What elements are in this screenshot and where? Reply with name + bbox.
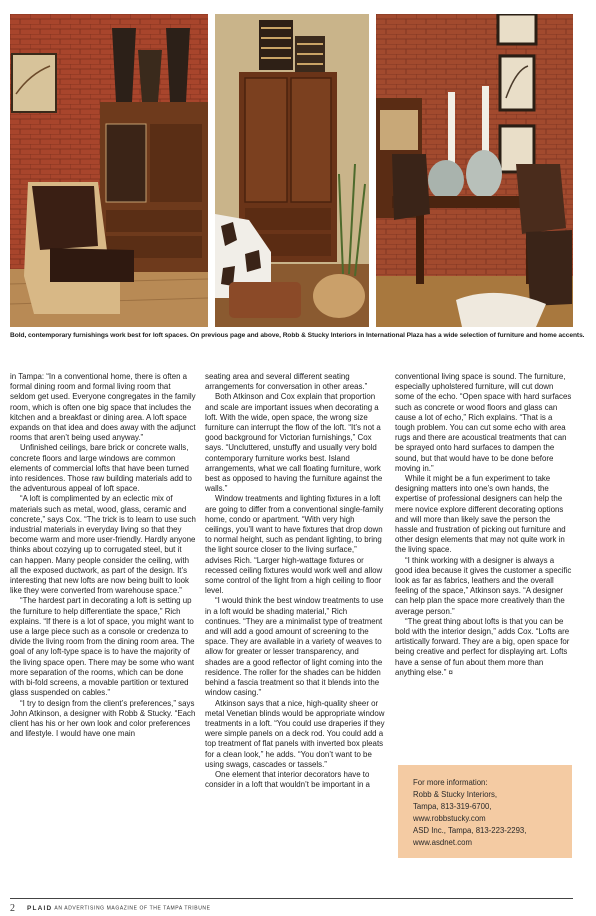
article-paragraph: Both Atkinson and Cox explain that proportion and scale are important issues when decorating a loft. With the wide, open space, the wrong size furniture can interrupt the flow of the loft. “It’s not a good background for Victorian furnishings,” Cox says. “Uncluttered, unstuffy and usually very bold contemporary furniture works best. Island arrangements, what we call floating furniture, work best as opposed to having the furniture against the walls.”: [205, 392, 383, 494]
photo-armoire-cowhide-chair: [215, 14, 369, 327]
info-heading: For more information:: [413, 778, 488, 787]
magazine-tagline: AN ADVERTISING MAGAZINE OF THE TAMPA TRIBUNE: [54, 905, 211, 912]
article-paragraph: Atkinson says that a nice, high-quality sheer or metal Venetian blinds would be appropriate window treatments in a loft. “You could use draperies if they were simple panels on a deck rod. You could add a top treatment of flat panels with inverted box pleats for a clean look,” he adds. “You don’t want to be using swags, cascades or tassels.”: [205, 698, 385, 769]
article-paragraph: conventional living space is sound. The furniture, especially upholstered furniture, will cut down some of the echo. “Open space with hard surfaces such as concrete or wood floors and glass can cause a lot of echo,” Rich explains. “That is a tough problem. You can cut some echo with area rugs and there are acoustical treatments that can be sprayed onto hard surfaces to dampen the sound, but that would have to be done before moving in.”: [395, 372, 572, 473]
article-column-2: [205, 372, 385, 790]
photo-caption: Bold, contemporary furnishings work best for loft spaces. On previous page and above, Robb & Stucky Interiors in International Plaza has a wide selection of furniture and home accents.: [10, 332, 585, 339]
article-column-3: [395, 372, 573, 678]
article-paragraph: “A loft is complimented by an eclectic mix of materials such as metal, wood, glass, ceramic and concrete,” says Cox. “The trick is to learn to use such industrial materials in everyday living so that they become warm and more user-friendly. Hardly anyone thinks about cozying up to corrugated steel, but it can happen. Many people consider the ceiling, with all the exposed ductwork, as part of the design. It’s interesting that new lofts are now being built to look like they were converted from warehouse space.”: [10, 494, 196, 596]
article-paragraph: “The great thing about lofts is that you can be bold with the interior design,” adds Cox. “Lofts are artistically forward. They are a big, open space for being creative and perfect for displaying art. Lofts have a sense of fun about them more than anything else.” ¤: [395, 616, 570, 677]
article-paragraph: “The hardest part in decorating a loft is setting up the furniture to help differentiate the space,” Rich explains. “If there is a lot of space, you might want to use a large piece such as a console or credenza to divide the living room from the dining room area. The goal of any loft-type space is to have the majority of the living space open. There may be some who want more separation of the rooms, which can be done with bi-fold screens, a movable partition or textured glass suspended on cables.”: [10, 596, 195, 698]
article-paragraph: “I think working with a designer is always a good idea because it gives the customer a specific look as far as fabrics, leathers and the overall feeling of the space,” Atkinson says. “A designer can help plan the space more creatively than the average person.”: [395, 555, 572, 616]
article-paragraph: Window treatments and lighting fixtures in a loft are going to differ from a conventional single-family home, condo or apartment. “With very high ceilings, you’ll want to have fixtures that drop down to normal height, such as pendant lighting, to bring the light source closer to the living surface,” advises Rich. “Larger high-wattage fixtures or recessed ceiling fixtures would work well and allow some control of the light from a high ceiling to floor level.: [205, 494, 384, 596]
article-paragraph: Unfinished ceilings, bare brick or concrete walls, concrete floors and large windows are common elements of commercial lofts that have been turned into residences. Those raw building materials add to the adventurous appeal of loft space.: [10, 443, 192, 494]
info-company-name: Robb & Stucky Interiors,: [413, 790, 498, 799]
info-website-link[interactable]: www.asdnet.com: [413, 838, 472, 847]
page-footer: [10, 903, 211, 914]
info-company-phone: ASD Inc., Tampa, 813-223-2293,: [413, 826, 527, 835]
article-paragraph: in Tampa: “In a conventional home, there is often a formal dining room and formal living room that seldom get used. Everyone congregates in the family room, which is often one big space that includes the kitchen and a breakfast or dining area. A loft space expands on that idea and does away with the adjunct rooms that aren’t being used anyway.”: [10, 372, 196, 443]
info-website-link[interactable]: www.robbstucky.com: [413, 814, 486, 823]
article-paragraph: “I would think the best window treatments to use in a loft would be shading material,” Rich continues. “They are a minimalist type of treatment and will add a good amount of screening to the space. They are available in a variety of weaves to allow for greater or lesser transparency, and shades are a good reflector of light coming into the residence. The roller for the shades can be hidden behind a fascia treatment so that it blends into the window casing.”: [205, 596, 384, 698]
article-column-1: [10, 372, 196, 739]
info-phone: Tampa, 813-319-6700,: [413, 802, 492, 811]
article-paragraph: “I try to design from the client’s preferences,” says John Atkinson, a designer with Robb & Stucky. “Each client has his or her own look and color preferences and lifestyle. I would have one main: [10, 698, 196, 739]
article-paragraph: While it might be a fun experiment to take designing matters into one’s own hands, the expertise of professional designers can help the mere novice explore different decorating options and will more than likely save the person the hassle and frustration of picking out furniture and other design elements that may not quite work in the living space.: [395, 474, 566, 555]
more-information-box: [398, 765, 572, 858]
magazine-name: PLAID: [26, 905, 53, 912]
page-number: 2: [10, 903, 15, 914]
photo-dining-set: [376, 14, 573, 327]
footer-divider: [10, 898, 573, 899]
photo-living-room-cabinet: [10, 14, 208, 327]
article-paragraph: seating area and several different seating arrangements for conversation in other areas.”: [205, 372, 368, 392]
article-paragraph: One element that interior decorators have to consider in a loft that wouldn’t be important in a: [205, 769, 370, 790]
